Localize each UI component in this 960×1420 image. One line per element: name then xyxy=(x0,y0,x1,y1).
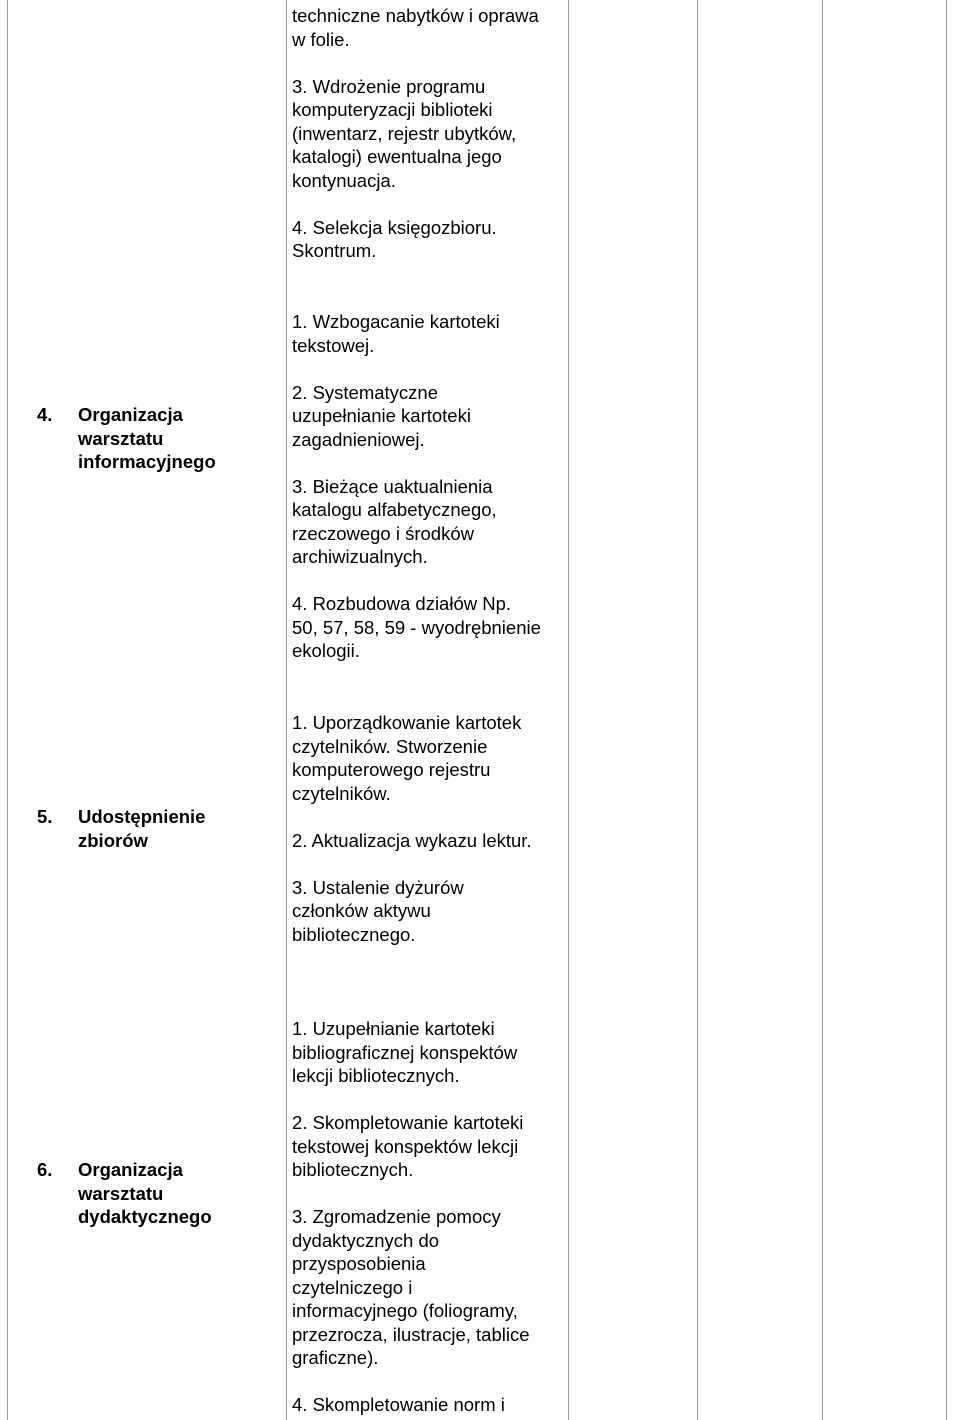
table-border-left xyxy=(7,0,8,1420)
task-line: Skontrum. xyxy=(292,240,377,261)
column-divider-1 xyxy=(286,0,287,1420)
task-line: członków aktywu xyxy=(292,900,431,921)
task-line: tekstowej. xyxy=(292,334,375,356)
row-title-line: informacyjnego xyxy=(78,451,216,472)
task-line: rzeczowego i środków xyxy=(292,522,474,544)
row-title-line: Organizacja xyxy=(78,404,183,425)
task-line: 3. Zgromadzenie pomocy xyxy=(292,1206,501,1227)
task-line: 3. Ustalenie dyżurów xyxy=(292,876,464,898)
row-5-heading xyxy=(37,805,267,852)
task-line: (inwentarz, rejestr ubytków, xyxy=(292,122,517,144)
task-line: 2. Skompletowanie kartoteki xyxy=(292,1112,524,1133)
task-line: 1. Wzbogacanie kartoteki xyxy=(292,311,500,332)
row-4-heading xyxy=(37,403,267,474)
row-number: 5. xyxy=(37,806,53,827)
row-5-tasks xyxy=(292,711,568,946)
row-title-line: dydaktycznego xyxy=(78,1206,212,1227)
task-line: uzupełnianie kartoteki xyxy=(292,405,471,426)
task-line: ekologii. xyxy=(292,640,360,661)
task-line: 3. Bieżące uaktualnienia xyxy=(292,475,493,497)
task-line: 4. Skompletowanie norm i xyxy=(292,1394,505,1415)
row-title-line: warsztatu xyxy=(78,1182,164,1204)
task-line: w folie. xyxy=(292,28,350,50)
table-border-right xyxy=(946,0,947,1420)
task-line: komputeryzacji biblioteki xyxy=(292,99,493,120)
task-line: 50, 57, 58, 59 - wyodrębnienie xyxy=(292,616,541,638)
row-0-tasks xyxy=(292,4,568,263)
row-number: 4. xyxy=(37,404,53,425)
row-6-tasks xyxy=(292,1017,568,1417)
task-line: tekstowej konspektów lekcji xyxy=(292,1135,519,1157)
task-line: czytelniczego i xyxy=(292,1276,413,1298)
task-line: 2. Systematyczne xyxy=(292,381,439,403)
task-line: techniczne nabytków i oprawa xyxy=(292,5,539,26)
task-line: archiwizualnych. xyxy=(292,546,428,567)
task-line: czytelników. xyxy=(292,782,391,804)
row-number: 6. xyxy=(37,1159,53,1180)
task-line: przysposobienia xyxy=(292,1253,426,1274)
task-line: 4. Rozbudowa działów Np. xyxy=(292,593,512,614)
row-title-line: Organizacja xyxy=(78,1159,183,1180)
task-line: bibliotecznego. xyxy=(292,923,416,945)
task-line: dydaktycznych do xyxy=(292,1229,440,1251)
task-line: 4. Selekcja księgozbioru. xyxy=(292,216,497,238)
task-line: lekcji bibliotecznych. xyxy=(292,1065,460,1086)
task-line: katalogi) ewentualna jego xyxy=(292,146,502,167)
row-4-tasks xyxy=(292,310,568,663)
row-6-heading xyxy=(37,1158,267,1229)
row-title-line: Udostępnienie xyxy=(78,806,206,827)
column-divider-3 xyxy=(697,0,698,1420)
task-line: 2. Aktualizacja wykazu lektur. xyxy=(292,829,532,851)
task-line: kontynuacja. xyxy=(292,169,396,191)
task-line: graficzne). xyxy=(292,1347,379,1368)
task-line: zagadnieniowej. xyxy=(292,428,425,450)
row-title-line: zbiorów xyxy=(78,829,148,851)
row-title-line: warsztatu xyxy=(78,427,164,449)
task-line: informacyjnego (foliogramy, xyxy=(292,1300,518,1321)
task-line: 3. Wdrożenie programu xyxy=(292,75,486,97)
task-line: bibliograficznej konspektów xyxy=(292,1041,518,1063)
task-line: 1. Uzupełnianie kartoteki xyxy=(292,1018,495,1039)
task-line: katalogu alfabetycznego, xyxy=(292,499,497,520)
column-divider-2 xyxy=(568,0,569,1420)
task-line: czytelników. Stworzenie xyxy=(292,735,488,757)
task-line: komputerowego rejestru xyxy=(292,759,491,780)
task-line: 1. Uporządkowanie kartotek xyxy=(292,712,522,733)
task-line: bibliotecznych. xyxy=(292,1159,414,1180)
task-line: przezrocza, ilustracje, tablice xyxy=(292,1323,530,1345)
column-divider-4 xyxy=(822,0,823,1420)
